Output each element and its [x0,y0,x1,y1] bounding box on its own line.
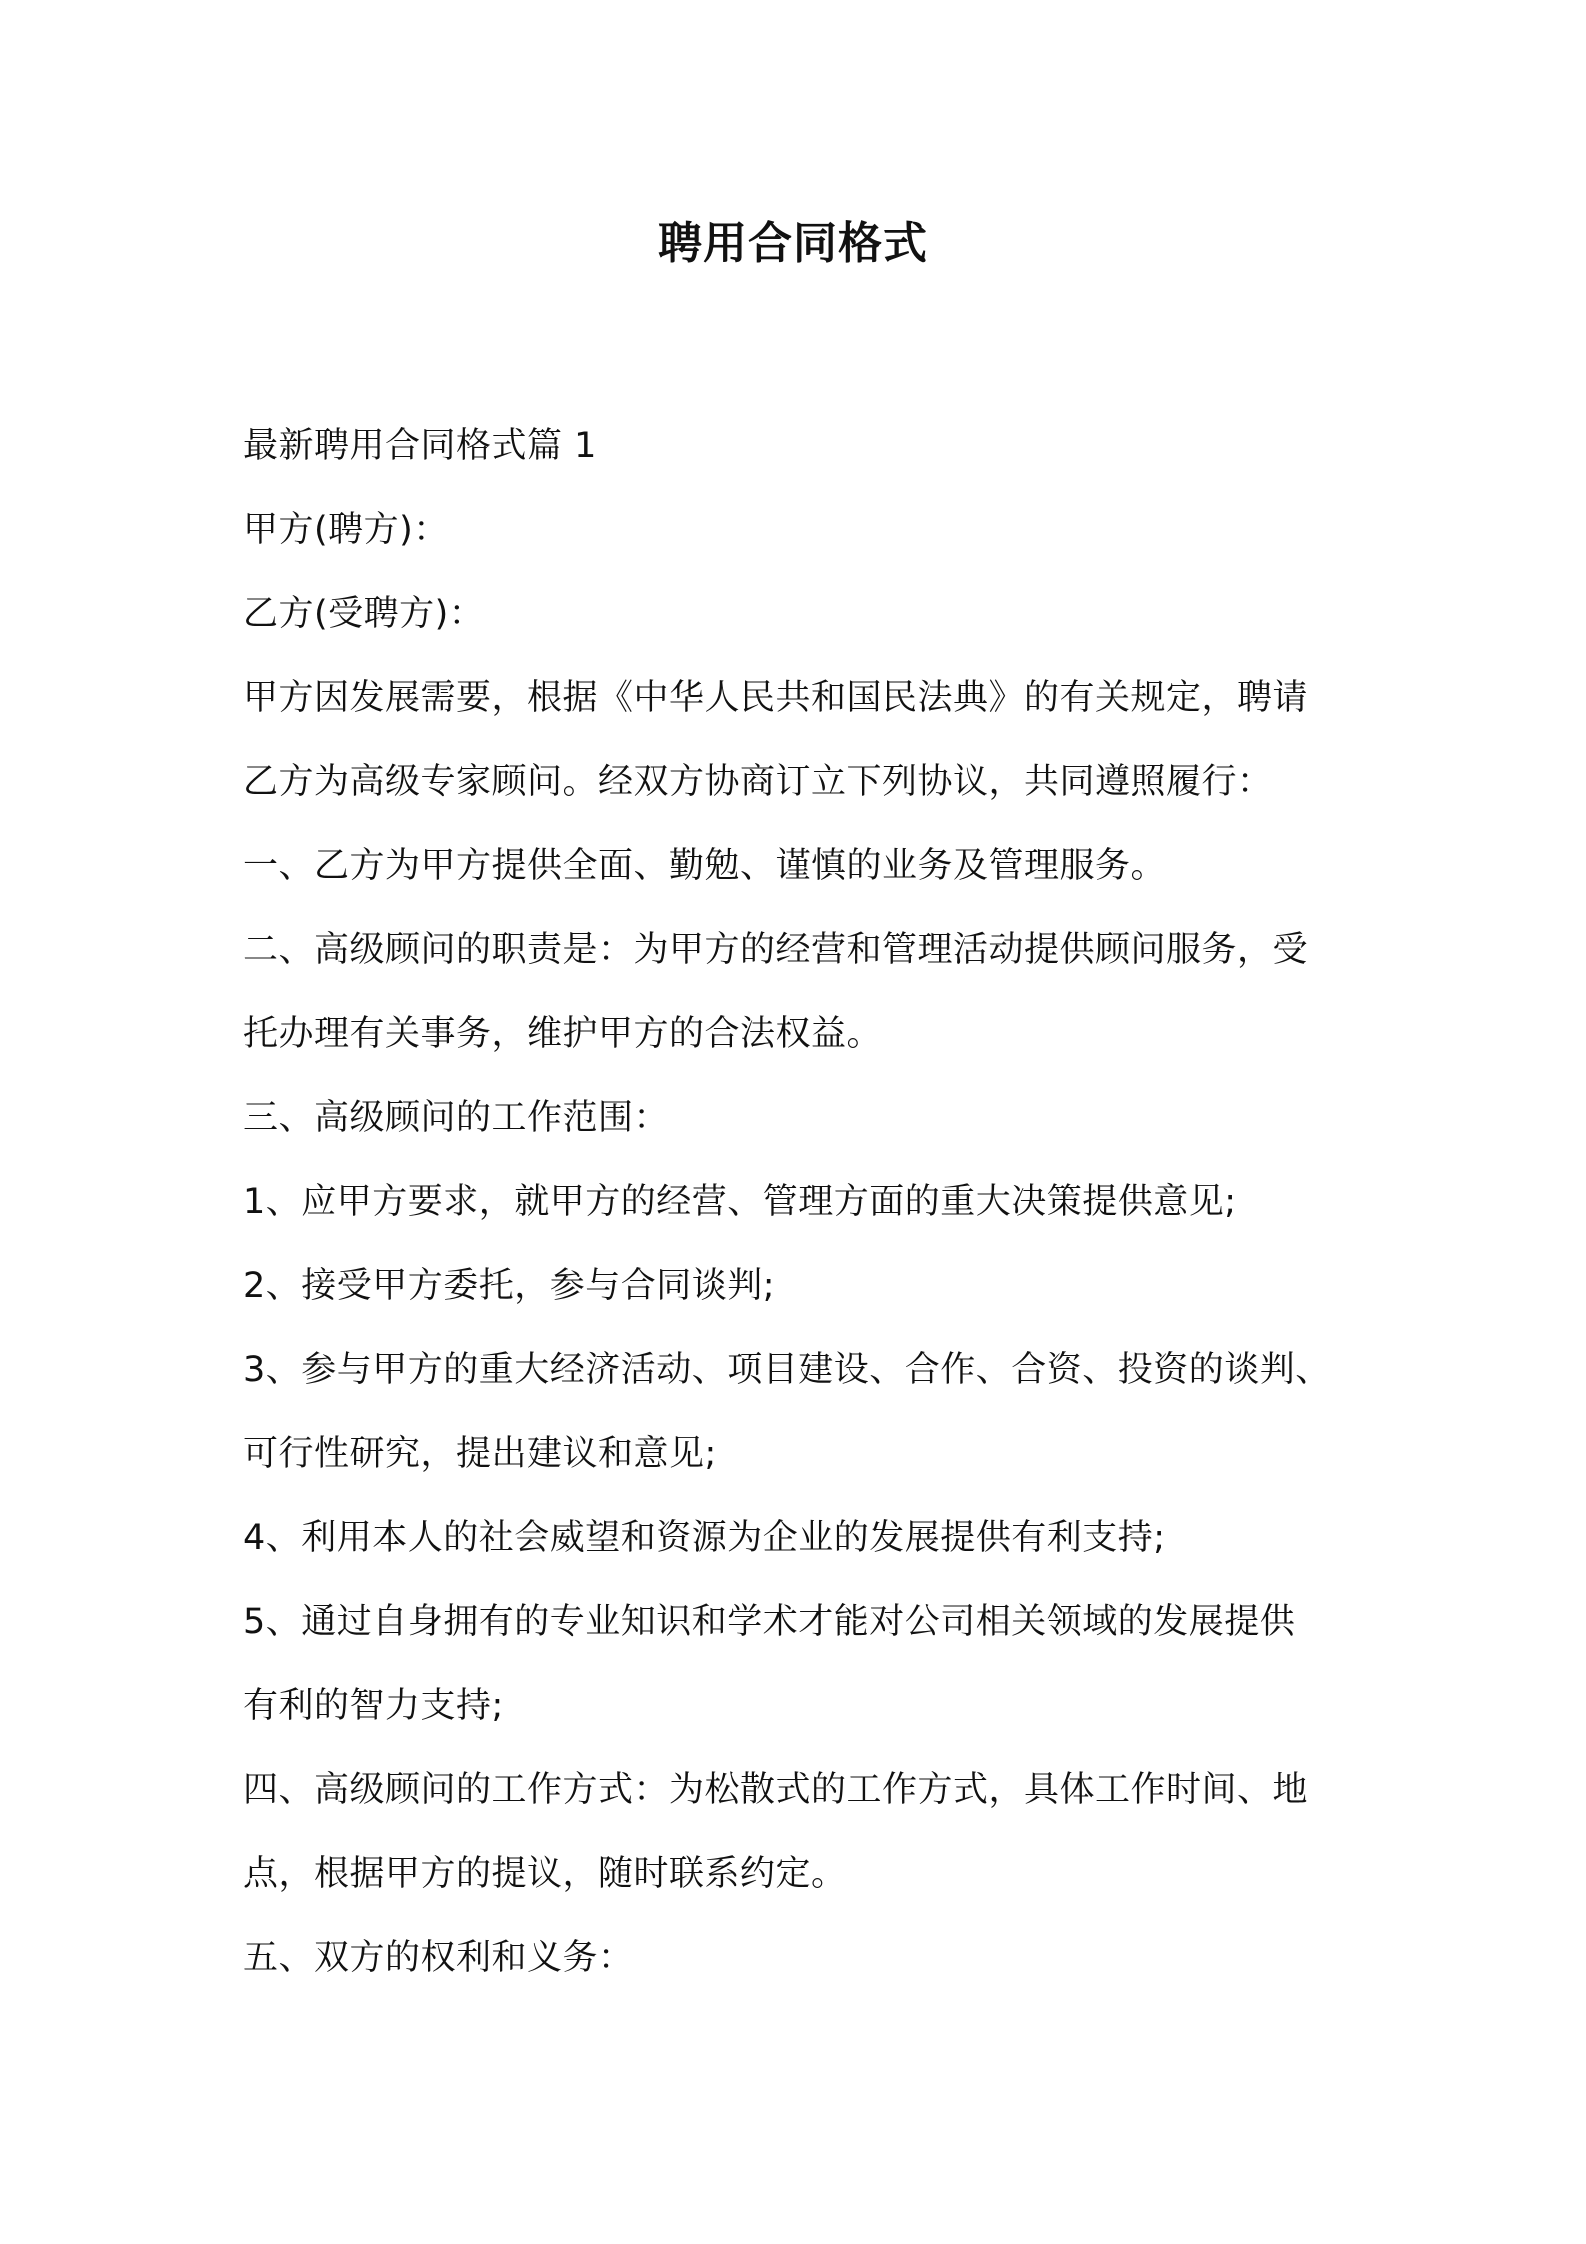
paragraph-line: 乙方为高级专家顾问。经双方协商订立下列协议，共同遵照履行： [243,762,1273,802]
clause-line: 点，根据甲方的提议，随时联系约定。 [243,1854,847,1894]
clause-line: 四、高级顾问的工作方式：为松散式的工作方式，具体工作时间、地 [243,1770,1309,1810]
list-item-line: 2、接受甲方委托，参与合同谈判; [243,1266,776,1306]
party-b-line: 乙方(受聘方)： [243,594,485,634]
list-item-line: 有利的智力支持; [243,1686,504,1726]
list-item-line: 可行性研究，提出建议和意见; [243,1434,717,1474]
document-body [243,404,1363,2000]
clause-line: 二、高级顾问的职责是：为甲方的经营和管理活动提供顾问服务，受 [243,930,1309,970]
list-item-line: 3、参与甲方的重大经济活动、项目建设、合作、合资、投资的谈判、 [243,1350,1331,1390]
paragraph-line: 甲方因发展需要，根据《中华人民共和国民法典》的有关规定，聘请 [243,678,1309,718]
clause-line: 一、乙方为甲方提供全面、勤勉、谨慎的业务及管理服务。 [243,846,1167,886]
list-item-line: 1、应甲方要求，就甲方的经营、管理方面的重大决策提供意见; [243,1182,1237,1222]
document-title: 聘用合同格式 [658,218,928,269]
clause-line: 五、双方的权利和义务： [243,1938,634,1978]
section-heading: 最新聘用合同格式篇 1 [243,426,597,466]
list-item-line: 5、通过自身拥有的专业知识和学术才能对公司相关领域的发展提供 [243,1602,1296,1642]
list-item-line: 4、利用本人的社会威望和资源为企业的发展提供有利支持; [243,1518,1166,1558]
clause-line: 三、高级顾问的工作范围： [243,1098,670,1138]
party-a-line: 甲方(聘方)： [243,510,449,550]
clause-line: 托办理有关事务，维护甲方的合法权益。 [243,1014,883,1054]
